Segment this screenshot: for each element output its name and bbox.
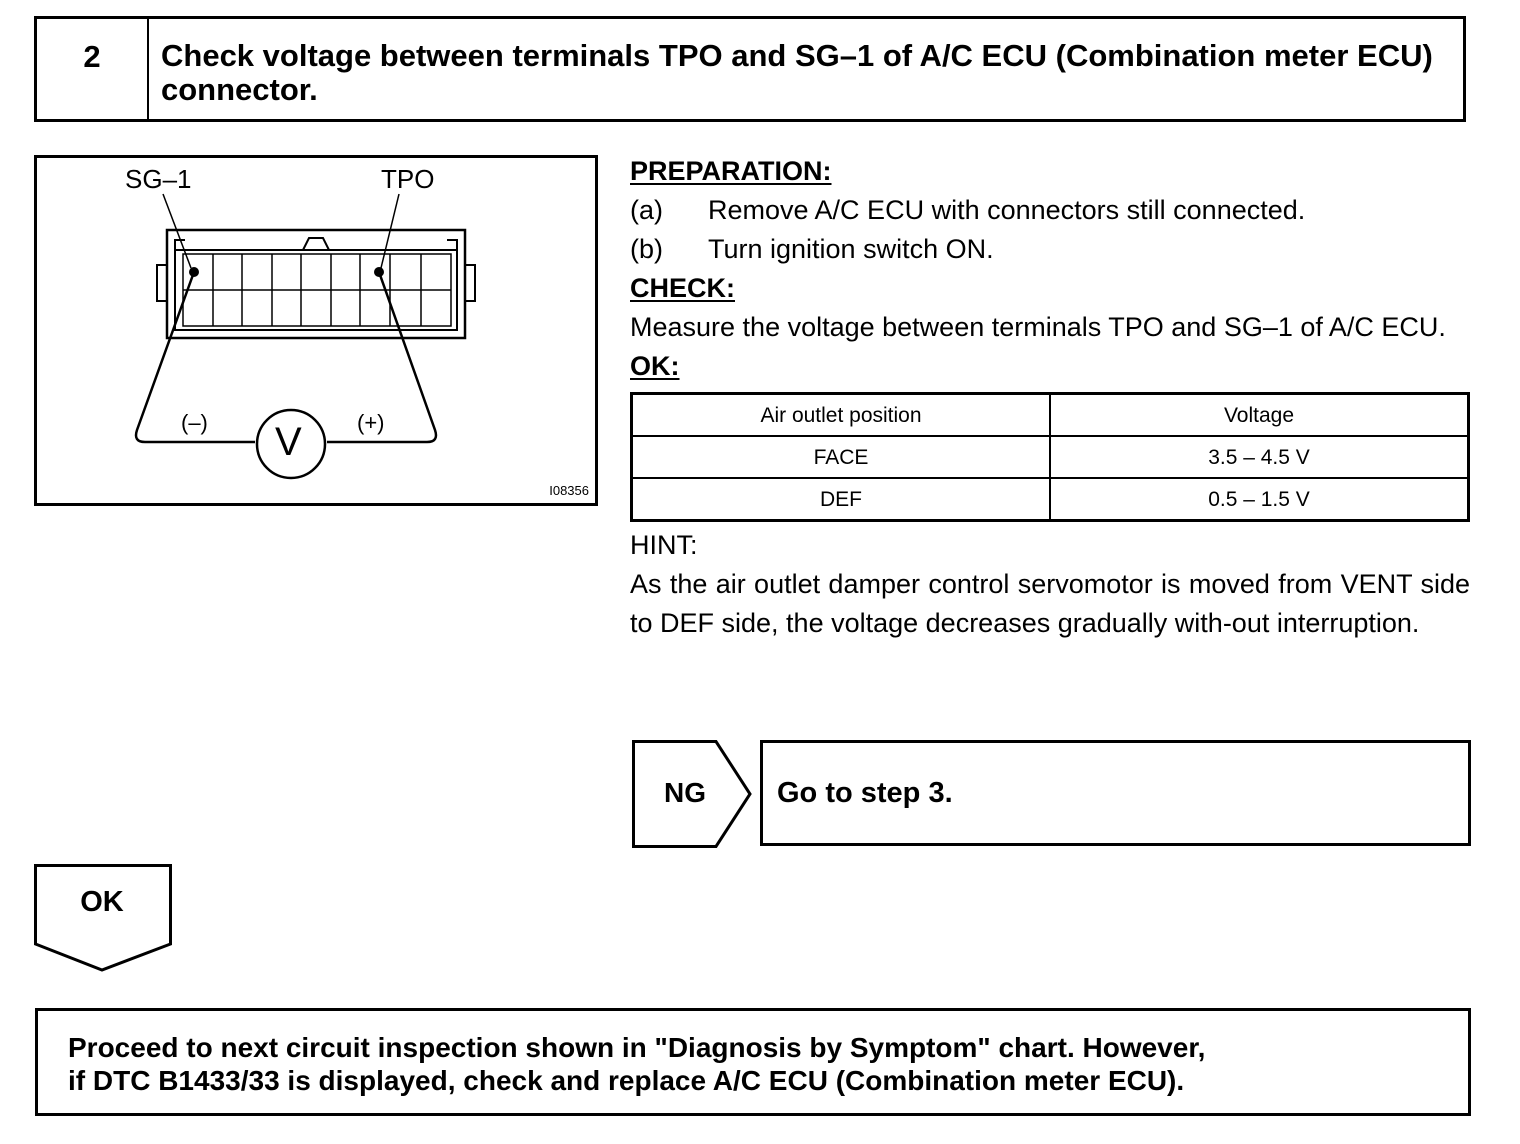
hint-heading: HINT: [630, 530, 698, 560]
ok-heading: OK: [630, 351, 680, 381]
step-title: Check voltage between terminals TPO and SG–1 of A/C ECU (Combination meter ECU) connector. [161, 38, 1433, 107]
table-cell: DEF [632, 478, 1051, 521]
meter-symbol: V [275, 420, 302, 464]
preparation-item [630, 230, 1470, 269]
table-row [632, 478, 1469, 521]
hint-text: As the air outlet damper control servomotor is moved from VENT side to DEF side, the voltage decreases gradually with-out interruption. [630, 569, 1470, 638]
ok-label: OK [80, 886, 124, 918]
table-header-row [632, 394, 1469, 437]
table-cell: 0.5 – 1.5 V [1050, 478, 1469, 521]
result-line: if DTC B1433/33 is displayed, check and replace A/C ECU (Combination meter ECU). [68, 1065, 1185, 1096]
preparation-heading: PREPARATION: [630, 156, 832, 186]
connector-diagram [34, 155, 598, 506]
result-instruction-box [35, 1008, 1471, 1116]
tpo-label: TPO [381, 164, 435, 194]
figure-code: I08356 [549, 483, 589, 498]
step-number: 2 [37, 19, 149, 119]
column-header: Voltage [1050, 394, 1469, 437]
table-cell: FACE [632, 436, 1051, 478]
voltage-spec-table [630, 392, 1470, 522]
preparation-item-tag: (a) [630, 195, 663, 225]
preparation-item [630, 191, 1470, 230]
table-row [632, 436, 1469, 478]
go-to-step-box: Go to step 3. [760, 740, 1471, 846]
column-header: Air outlet position [632, 394, 1051, 437]
preparation-item-text: Remove A/C ECU with connectors still connected. [708, 195, 1306, 225]
minus-label: (–) [181, 410, 208, 435]
result-line: Proceed to next circuit inspection shown in "Diagnosis by Symptom" chart. However, [68, 1032, 1206, 1063]
ok-arrow-shape [34, 864, 172, 974]
connector-illustration [37, 158, 601, 509]
step-header [34, 16, 1466, 122]
preparation-item-text: Turn ignition switch ON. [708, 234, 994, 264]
preparation-item-tag: (b) [630, 234, 663, 264]
sg1-label: SG–1 [125, 164, 192, 194]
check-text: Measure the voltage between terminals TPO and SG–1 of A/C ECU. [630, 312, 1446, 342]
procedure-text [630, 152, 1470, 643]
plus-label: (+) [357, 410, 385, 435]
ng-label: NG [664, 777, 706, 808]
table-cell: 3.5 – 4.5 V [1050, 436, 1469, 478]
terminal-grid [183, 254, 451, 326]
check-heading: CHECK: [630, 273, 735, 303]
